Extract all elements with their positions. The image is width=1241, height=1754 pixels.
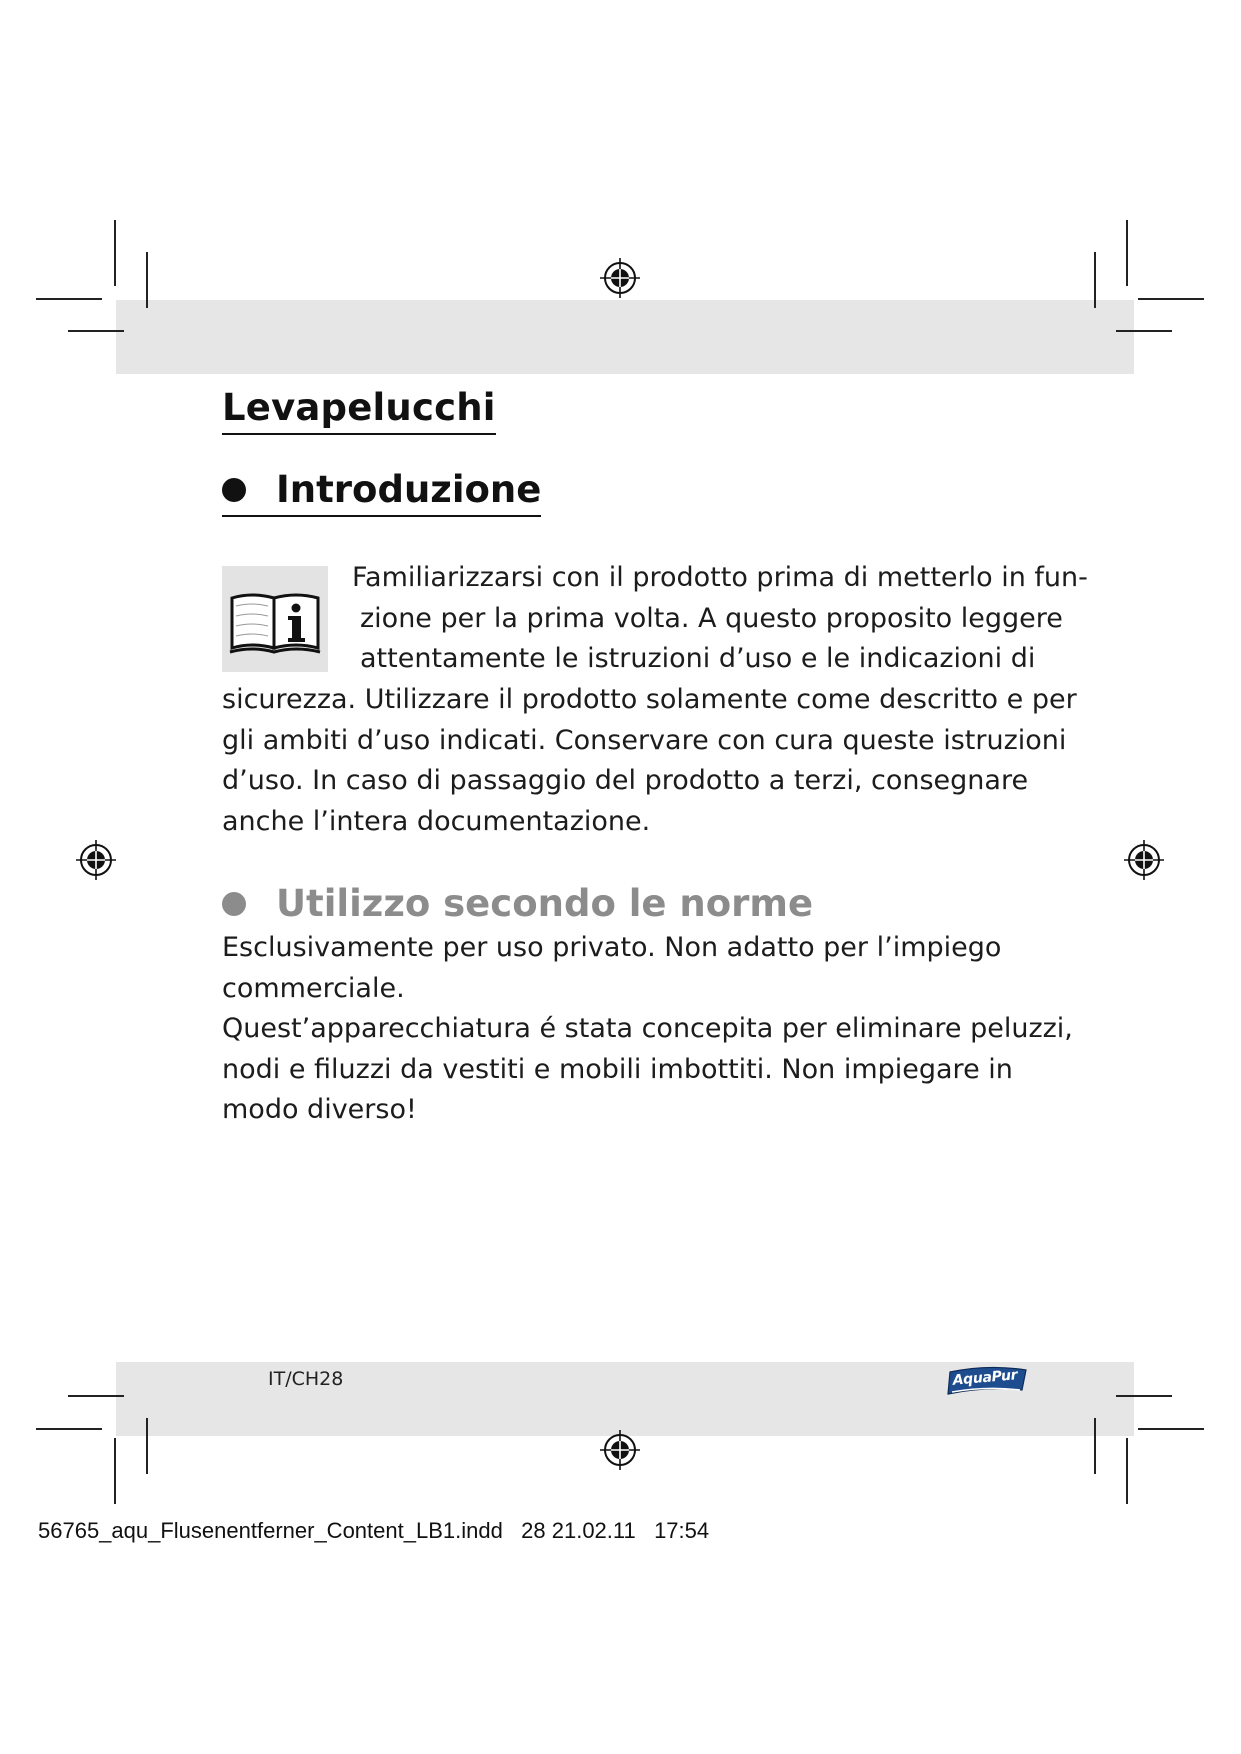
- crop-mark: [1138, 1428, 1204, 1430]
- text-line: d’uso. In caso di passaggio del prodotto a terzi, consegnare: [222, 765, 1029, 796]
- text-line: Esclusivamente per uso privato. Non adatto per l’impiego: [222, 932, 1002, 963]
- text-line: Quest’apparecchiatura é stata concepita per eliminare peluzzi,: [222, 1013, 1073, 1044]
- intro-paragraph: [222, 680, 1077, 842]
- section-heading-utilizzo: [222, 884, 813, 925]
- text-line: commerciale.: [222, 972, 405, 1004]
- crop-mark: [68, 1395, 124, 1397]
- section-heading-text: Introduzione: [276, 468, 542, 511]
- text-line: Familiarizzarsi con il prodotto prima di metterlo in fun-: [352, 562, 1088, 593]
- crop-mark: [1094, 1418, 1096, 1474]
- section-heading-text: Utilizzo secondo le norme: [276, 882, 814, 925]
- info-book-icon: [222, 566, 328, 672]
- crop-mark: [1116, 1395, 1172, 1397]
- crop-mark: [36, 1428, 102, 1430]
- registration-mark-icon: [600, 258, 640, 298]
- section-heading-introduzione: [222, 470, 541, 517]
- text-line: zione per la prima volta. A questo proposito leggere: [360, 602, 1063, 634]
- page-number: IT/CH28: [268, 1368, 344, 1390]
- crop-mark: [1126, 220, 1128, 286]
- text-line: attentamente le istruzioni d’uso e le indicazioni di: [360, 643, 1036, 674]
- crop-mark: [114, 220, 116, 286]
- crop-mark: [68, 330, 124, 332]
- text-line: sicurezza. Utilizzare il prodotto solamente come descritto e per: [222, 684, 1077, 715]
- aquapur-logo: [946, 1364, 1030, 1398]
- registration-mark-icon: [1124, 840, 1164, 880]
- registration-mark-icon: [600, 1430, 640, 1470]
- document-title: Levapelucchi: [222, 388, 496, 435]
- crop-mark: [114, 1438, 116, 1504]
- registration-mark-icon: [76, 840, 116, 880]
- text-line: modo diverso!: [222, 1094, 417, 1125]
- text-line: anche l’intera documentazione.: [222, 805, 651, 837]
- intended-use-paragraph: [222, 928, 1073, 1131]
- crop-mark: [1138, 298, 1204, 300]
- bullet-icon: [222, 478, 246, 502]
- text-line: nodi e filuzzi da vestiti e mobili imbottiti. Non impiegare in: [222, 1053, 1013, 1085]
- crop-mark: [1116, 330, 1172, 332]
- header-band: [116, 300, 1134, 374]
- crop-mark: [146, 1418, 148, 1474]
- logo-text: AquaPur: [952, 1367, 1018, 1389]
- crop-mark: [1126, 1438, 1128, 1504]
- crop-mark: [146, 252, 148, 308]
- print-slug: 56765_aqu_Flusenentferner_Content_LB1.indd 28 21.02.11 17:54: [38, 1518, 710, 1543]
- bullet-icon: [222, 892, 246, 916]
- crop-mark: [36, 298, 102, 300]
- crop-mark: [1094, 252, 1096, 308]
- intro-paragraph-wrapped: [352, 558, 1088, 680]
- text-line: gli ambiti d’uso indicati. Conservare con cura queste istruzioni: [222, 724, 1067, 756]
